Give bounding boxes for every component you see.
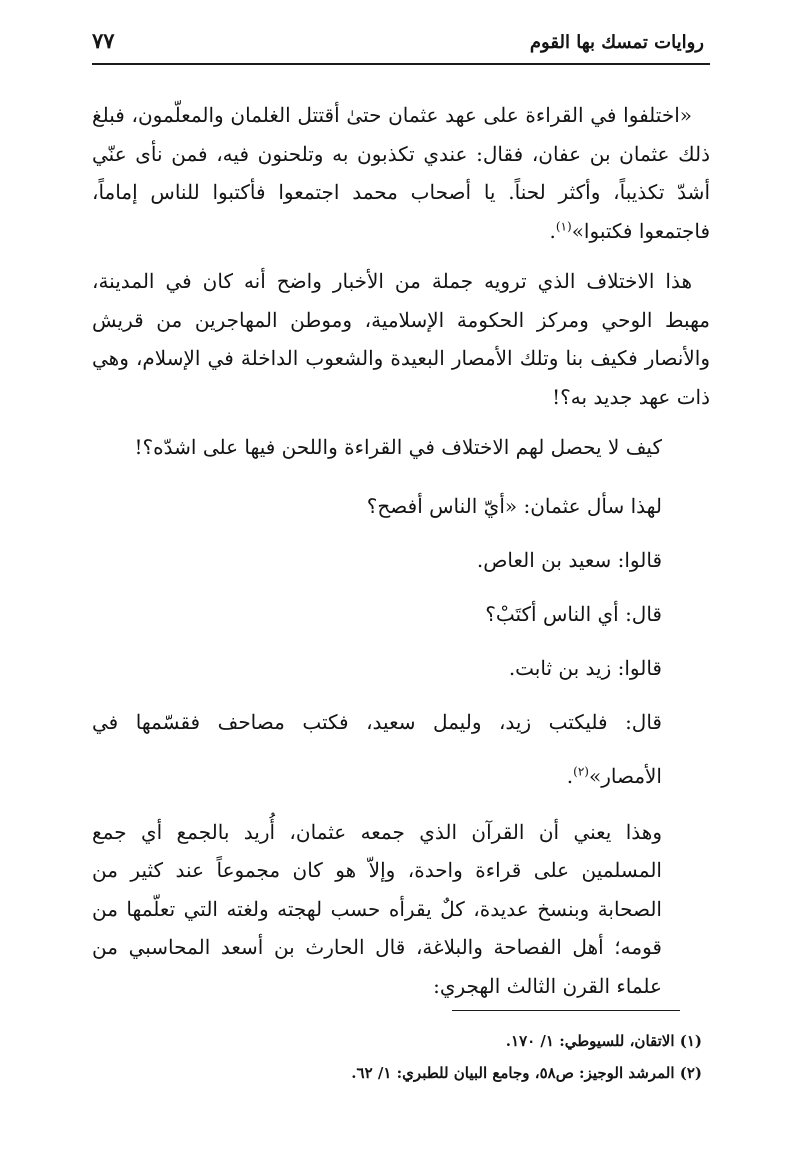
running-title: روايات تمسك بها القوم bbox=[529, 32, 704, 53]
footnotes bbox=[92, 1025, 710, 1089]
quote-text: «اختلفوا في القراءة على عهد عثمان حتىٰ أقتتل الغلمان والمعلّمون، فبلغ ذلك عثمان بن عفان، فقال: عندي تكذبون به وتلحنون فيه، فمن نأى عنّي أشدّ تكذيباً، وأكثر لحناً. يا أصحاب محمد اجتمعوا فأكتبوا للناس إماماً، فاجتمعوا فكتبوا» bbox=[92, 103, 710, 243]
page-number: ٧٧ bbox=[92, 28, 115, 53]
dialog-line-4: قالوا: زيد بن ثابت. bbox=[508, 655, 662, 680]
dialog-line-2: قالوا: سعيد بن العاص. bbox=[476, 547, 662, 572]
footnote-ref-1: (١) bbox=[555, 218, 572, 233]
dialog-line-5-end: . bbox=[566, 763, 574, 788]
body-text bbox=[92, 96, 710, 1017]
dialog-line-3: قال: أي الناس أكتَبْ؟ bbox=[485, 601, 662, 626]
page-header bbox=[92, 22, 710, 66]
footnote-ref-2: (٢) bbox=[573, 763, 589, 778]
paragraph-question: كيف لا يحصل لهم الاختلاف في القراءة واللحن فيها على اشدّه؟! bbox=[134, 435, 662, 459]
dialog-line-5-text: قال: فليكتب زيد، وليمل سعيد، فكتب مصاحف فقسّمها في الأمصار» bbox=[92, 709, 662, 788]
quote-paragraph bbox=[92, 96, 710, 250]
quote-end: . bbox=[549, 218, 556, 243]
paragraph-disagreement: هذا الاختلاف الذي ترويه جملة من الأخبار واضح أنه كان في المدينة، مهبط الوحي ومركز الحكومة الإسلامية، وموطن المهاجرين من قريش والأنصار فكيف بنا وتلك الأمصار البعيدة والشعوب الداخلة في الإسلام، وهي ذات عهد جديد به؟! bbox=[92, 269, 710, 409]
header-rule bbox=[92, 63, 710, 65]
dialog-line-5 bbox=[92, 695, 710, 803]
footnote-1: (١) الاتقان، للسيوطي: ١/ ١٧٠. bbox=[505, 1032, 702, 1050]
footnote-rule bbox=[452, 1010, 680, 1011]
footnote-2: (٢) المرشد الوجيز: ص٥٨، وجامع البيان للطبري: ١/ ٦٢. bbox=[351, 1064, 702, 1082]
dialog-line-1: لهذا سأل عثمان: «أيّ الناس أفصح؟ bbox=[366, 493, 662, 518]
paragraph-compilation: وهذا يعني أن القرآن الذي جمعه عثمان، أُريد بالجمع أي جمع المسلمين على قراءة واحدة، وإلاّ هو كان مجموعاً عند كثير من الصحابة وبنسخ عديدة، كلٌ يقرأه حسب لهجته ولغته التي تعلّمها من قومه؛ أهل الفصاحة والبلاغة، قال الحارث بن أسعد المحاسبي من علماء القرن الثالث الهجري: bbox=[92, 819, 662, 998]
